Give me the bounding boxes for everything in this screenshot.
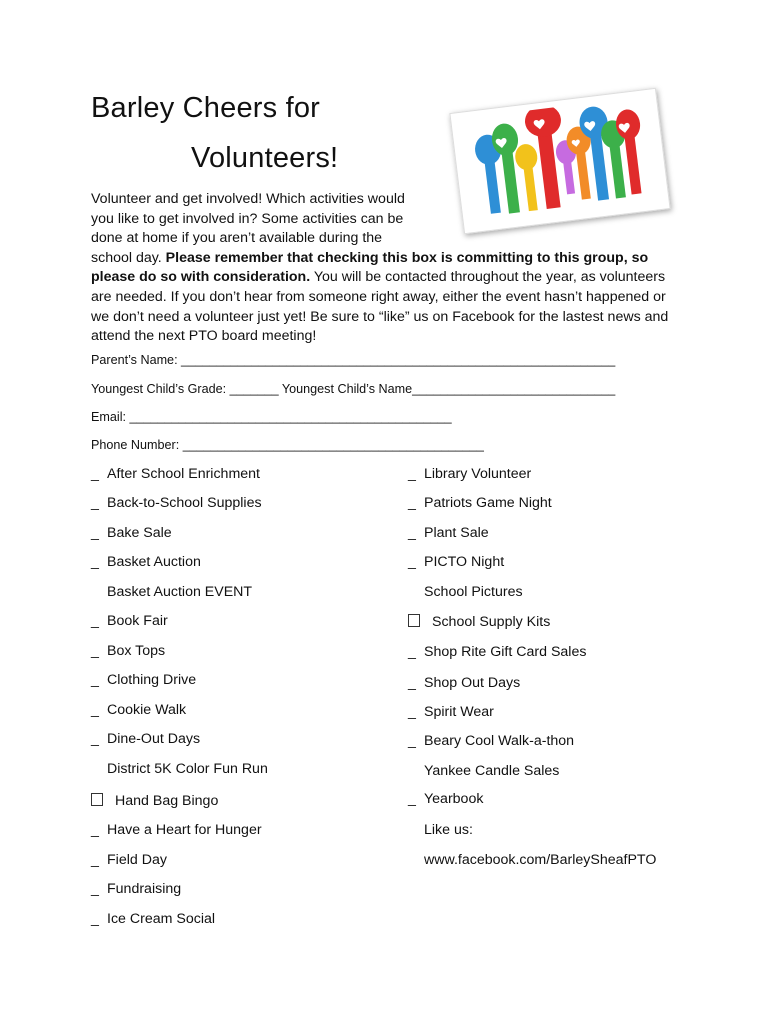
activity-label: PICTO Night xyxy=(424,554,505,570)
activity-label: www.facebook.com/BarleySheafPTO xyxy=(424,852,657,868)
activity-label: Ice Cream Social xyxy=(107,911,216,927)
activity-label: Have a Heart for Hunger xyxy=(107,822,262,838)
activity-label: Yankee Candle Sales xyxy=(424,763,560,779)
intro-paragraph xyxy=(91,190,681,347)
checkbox-line[interactable]: _ xyxy=(91,702,99,718)
activity-item[interactable] xyxy=(408,852,656,868)
parent-name-field[interactable]: Parent’s Name: ______________________________________________________________ xyxy=(91,353,616,367)
activity-item[interactable] xyxy=(91,466,260,482)
activity-item[interactable] xyxy=(408,554,504,570)
activity-item[interactable] xyxy=(408,733,574,749)
activity-item[interactable] xyxy=(91,702,186,718)
activity-label: Box Tops xyxy=(107,643,166,659)
activity-label: Library Volunteer xyxy=(424,466,532,482)
activity-item[interactable] xyxy=(91,822,262,838)
activity-item[interactable] xyxy=(408,791,483,807)
activity-item[interactable] xyxy=(408,584,523,600)
checkbox-line[interactable]: _ xyxy=(91,525,99,541)
checkbox-line[interactable]: _ xyxy=(408,644,416,660)
activity-label: Cookie Walk xyxy=(107,702,187,718)
checkbox-line[interactable]: _ xyxy=(408,466,416,482)
child-grade-name-field[interactable]: Youngest Child’s Grade: _______ Youngest Child’s Name_____________________________ xyxy=(91,382,616,396)
checkbox-line[interactable]: _ xyxy=(91,911,99,927)
activity-item[interactable] xyxy=(408,466,531,482)
activity-item[interactable] xyxy=(91,731,200,747)
activity-item[interactable] xyxy=(91,672,196,688)
activity-item[interactable] xyxy=(91,584,252,600)
intro-line-1: Volunteer and get involved! Which activities would xyxy=(91,191,405,207)
title-line-1: Barley Cheers for xyxy=(91,92,321,124)
activity-label: After School Enrichment xyxy=(107,466,260,482)
activity-label: Dine-Out Days xyxy=(107,731,201,747)
checkbox-line[interactable]: _ xyxy=(408,554,416,570)
activity-label: Basket Auction xyxy=(107,554,201,570)
activity-label: Book Fair xyxy=(107,613,168,629)
checkbox-line[interactable]: _ xyxy=(91,466,99,482)
activity-label: Spirit Wear xyxy=(424,704,494,720)
activity-label: Patriots Game Night xyxy=(424,495,552,511)
activity-label: Basket Auction EVENT xyxy=(107,584,253,600)
activity-label: School Supply Kits xyxy=(432,614,551,630)
email-field[interactable]: Email: ______________________________________________ xyxy=(91,410,452,424)
activity-item[interactable] xyxy=(91,852,167,868)
activity-label: Field Day xyxy=(107,852,167,868)
checkbox-line[interactable]: _ xyxy=(91,672,99,688)
checkbox-line[interactable]: _ xyxy=(408,495,416,511)
checkbox-line[interactable]: _ xyxy=(408,675,416,691)
checkbox-line[interactable]: _ xyxy=(91,822,99,838)
activity-label: Plant Sale xyxy=(424,525,489,541)
activity-label: Clothing Drive xyxy=(107,672,197,688)
activity-item[interactable] xyxy=(408,614,550,630)
title-line-2: Volunteers! xyxy=(191,142,339,174)
activity-label: Bake Sale xyxy=(107,525,172,541)
intro-line-3: done at home if you aren’t available during the xyxy=(91,230,383,247)
checkbox-line[interactable]: _ xyxy=(408,704,416,720)
activity-item[interactable] xyxy=(408,525,489,541)
activity-item[interactable] xyxy=(408,763,559,779)
activity-item[interactable] xyxy=(91,761,268,777)
activity-label: Shop Out Days xyxy=(424,675,521,691)
activity-item[interactable] xyxy=(91,525,172,541)
activity-label: Like us: xyxy=(424,822,473,838)
checkbox-line[interactable]: _ xyxy=(408,525,416,541)
intro-line-4-start: school day. xyxy=(91,249,166,266)
checkbox-line[interactable]: _ xyxy=(91,643,99,659)
activity-item[interactable] xyxy=(91,881,181,897)
activity-item[interactable] xyxy=(408,675,520,691)
activity-item[interactable] xyxy=(91,643,165,659)
activity-item[interactable] xyxy=(91,793,218,809)
activity-label: District 5K Color Fun Run xyxy=(107,761,268,777)
activity-item[interactable] xyxy=(91,495,262,511)
checkbox-icon[interactable] xyxy=(408,614,420,627)
checkbox-line[interactable]: _ xyxy=(91,554,99,570)
activity-item[interactable] xyxy=(91,911,215,927)
activity-label: School Pictures xyxy=(424,584,523,600)
activity-item[interactable] xyxy=(408,644,586,660)
checkbox-icon[interactable] xyxy=(91,793,103,806)
intro-bold-notice: Please remember that checking this box is committing to this group, so please do so with consideration. xyxy=(91,249,649,286)
checkbox-line[interactable]: _ xyxy=(408,791,416,807)
checkbox-line[interactable]: _ xyxy=(91,852,99,868)
activity-label: Back-to-School Supplies xyxy=(107,495,262,511)
activity-label: Beary Cool Walk-a-thon xyxy=(424,733,575,749)
activity-label: Hand Bag Bingo xyxy=(115,793,219,809)
intro-rest: You will be contacted throughout the year, as volunteers are needed. If you don’t hear from someone right away, either the event hasn’t happened or we don’t need a volunteer just yet! Be sure to “like” us on Facebook for the lastest news and attend the next PTO board meeting! xyxy=(91,269,669,345)
checkbox-line[interactable]: _ xyxy=(91,731,99,747)
phone-field[interactable]: Phone Number: ___________________________________________ xyxy=(91,438,484,452)
intro-line-2: you like to get involved in? Some activities can be xyxy=(91,210,404,227)
activity-item[interactable] xyxy=(91,613,168,629)
checkbox-line[interactable]: _ xyxy=(91,881,99,897)
checkbox-line[interactable]: _ xyxy=(408,733,416,749)
checkbox-line[interactable]: _ xyxy=(91,613,99,629)
activity-item[interactable] xyxy=(91,554,201,570)
activity-label: Yearbook xyxy=(424,791,484,807)
activity-item[interactable] xyxy=(408,495,552,511)
activity-item[interactable] xyxy=(408,822,473,838)
activity-item[interactable] xyxy=(408,704,494,720)
activity-label: Fundraising xyxy=(107,881,182,897)
checkbox-line[interactable]: _ xyxy=(91,495,99,511)
activity-label: Shop Rite Gift Card Sales xyxy=(424,644,587,660)
